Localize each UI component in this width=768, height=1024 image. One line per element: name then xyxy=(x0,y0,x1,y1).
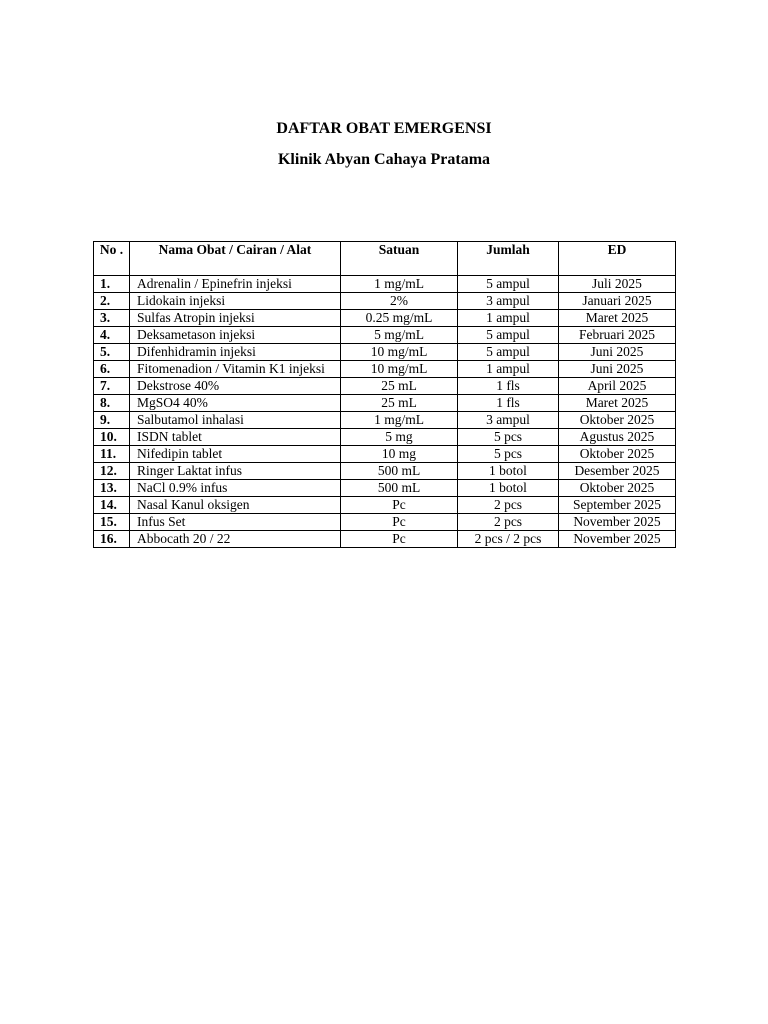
table-row xyxy=(94,310,676,327)
cell-nama: Deksametason injeksi xyxy=(130,327,341,344)
cell-jumlah: 3 ampul xyxy=(458,412,559,429)
cell-jumlah: 5 ampul xyxy=(458,327,559,344)
cell-nama: Difenhidramin injeksi xyxy=(130,344,341,361)
cell-ed: Juni 2025 xyxy=(559,344,676,361)
header-no: No . xyxy=(94,242,130,276)
cell-jumlah: 5 ampul xyxy=(458,276,559,293)
cell-ed: Desember 2025 xyxy=(559,463,676,480)
cell-no: 2. xyxy=(94,293,130,310)
header-jumlah: Jumlah xyxy=(458,242,559,276)
cell-no: 4. xyxy=(94,327,130,344)
cell-no: 16. xyxy=(94,531,130,548)
medicine-table xyxy=(93,241,676,548)
cell-nama: NaCl 0.9% infus xyxy=(130,480,341,497)
cell-satuan: 1 mg/mL xyxy=(341,276,458,293)
cell-satuan: Pc xyxy=(341,514,458,531)
cell-nama: Fitomenadion / Vitamin K1 injeksi xyxy=(130,361,341,378)
cell-ed: Agustus 2025 xyxy=(559,429,676,446)
cell-jumlah: 1 ampul xyxy=(458,361,559,378)
cell-nama: Nifedipin tablet xyxy=(130,446,341,463)
header-satuan: Satuan xyxy=(341,242,458,276)
cell-satuan: 2% xyxy=(341,293,458,310)
cell-satuan: 10 mg/mL xyxy=(341,344,458,361)
cell-satuan: 500 mL xyxy=(341,463,458,480)
cell-jumlah: 1 fls xyxy=(458,395,559,412)
cell-nama: Adrenalin / Epinefrin injeksi xyxy=(130,276,341,293)
cell-ed: Februari 2025 xyxy=(559,327,676,344)
cell-no: 1. xyxy=(94,276,130,293)
cell-ed: Juli 2025 xyxy=(559,276,676,293)
table-row xyxy=(94,344,676,361)
cell-jumlah: 1 ampul xyxy=(458,310,559,327)
cell-satuan: 25 mL xyxy=(341,395,458,412)
cell-no: 9. xyxy=(94,412,130,429)
cell-jumlah: 2 pcs / 2 pcs xyxy=(458,531,559,548)
cell-satuan: 25 mL xyxy=(341,378,458,395)
cell-no: 14. xyxy=(94,497,130,514)
cell-satuan: 5 mg xyxy=(341,429,458,446)
cell-satuan: 1 mg/mL xyxy=(341,412,458,429)
table-row xyxy=(94,395,676,412)
cell-jumlah: 5 pcs xyxy=(458,446,559,463)
cell-nama: Sulfas Atropin injeksi xyxy=(130,310,341,327)
document-subtitle: Klinik Abyan Cahaya Pratama xyxy=(277,151,491,168)
table-row xyxy=(94,514,676,531)
cell-ed: November 2025 xyxy=(559,531,676,548)
cell-jumlah: 1 fls xyxy=(458,378,559,395)
cell-jumlah: 1 botol xyxy=(458,463,559,480)
cell-satuan: Pc xyxy=(341,497,458,514)
cell-jumlah: 5 ampul xyxy=(458,344,559,361)
cell-ed: Maret 2025 xyxy=(559,310,676,327)
cell-jumlah: 2 pcs xyxy=(458,514,559,531)
cell-ed: September 2025 xyxy=(559,497,676,514)
cell-ed: Oktober 2025 xyxy=(559,412,676,429)
table-row xyxy=(94,293,676,310)
cell-ed: November 2025 xyxy=(559,514,676,531)
cell-satuan: Pc xyxy=(341,531,458,548)
cell-no: 15. xyxy=(94,514,130,531)
cell-jumlah: 2 pcs xyxy=(458,497,559,514)
cell-no: 11. xyxy=(94,446,130,463)
table-row xyxy=(94,327,676,344)
cell-satuan: 5 mg/mL xyxy=(341,327,458,344)
cell-no: 7. xyxy=(94,378,130,395)
table-row xyxy=(94,531,676,548)
cell-satuan: 10 mg/mL xyxy=(341,361,458,378)
cell-nama: ISDN tablet xyxy=(130,429,341,446)
cell-jumlah: 3 ampul xyxy=(458,293,559,310)
cell-no: 8. xyxy=(94,395,130,412)
cell-nama: Infus Set xyxy=(130,514,341,531)
cell-nama: Abbocath 20 / 22 xyxy=(130,531,341,548)
table-row xyxy=(94,446,676,463)
cell-jumlah: 5 pcs xyxy=(458,429,559,446)
header-nama: Nama Obat / Cairan / Alat xyxy=(130,242,341,276)
table-row xyxy=(94,480,676,497)
document-title: DAFTAR OBAT EMERGENSI xyxy=(276,120,492,137)
table-header-row xyxy=(94,242,676,276)
cell-no: 3. xyxy=(94,310,130,327)
cell-ed: Oktober 2025 xyxy=(559,480,676,497)
cell-nama: Ringer Laktat infus xyxy=(130,463,341,480)
cell-ed: Juni 2025 xyxy=(559,361,676,378)
cell-no: 13. xyxy=(94,480,130,497)
table-row xyxy=(94,497,676,514)
cell-nama: Dekstrose 40% xyxy=(130,378,341,395)
cell-no: 10. xyxy=(94,429,130,446)
cell-jumlah: 1 botol xyxy=(458,480,559,497)
cell-nama: Nasal Kanul oksigen xyxy=(130,497,341,514)
cell-ed: Oktober 2025 xyxy=(559,446,676,463)
table-row xyxy=(94,378,676,395)
table-row xyxy=(94,361,676,378)
cell-satuan: 10 mg xyxy=(341,446,458,463)
table-row xyxy=(94,276,676,293)
cell-nama: Lidokain injeksi xyxy=(130,293,341,310)
table-row xyxy=(94,429,676,446)
cell-satuan: 0.25 mg/mL xyxy=(341,310,458,327)
cell-ed: Maret 2025 xyxy=(559,395,676,412)
cell-no: 12. xyxy=(94,463,130,480)
cell-ed: April 2025 xyxy=(559,378,676,395)
cell-nama: MgSO4 40% xyxy=(130,395,341,412)
cell-no: 5. xyxy=(94,344,130,361)
header-ed: ED xyxy=(559,242,676,276)
cell-no: 6. xyxy=(94,361,130,378)
cell-ed: Januari 2025 xyxy=(559,293,676,310)
cell-nama: Salbutamol inhalasi xyxy=(130,412,341,429)
table-row xyxy=(94,412,676,429)
cell-satuan: 500 mL xyxy=(341,480,458,497)
table-row xyxy=(94,463,676,480)
